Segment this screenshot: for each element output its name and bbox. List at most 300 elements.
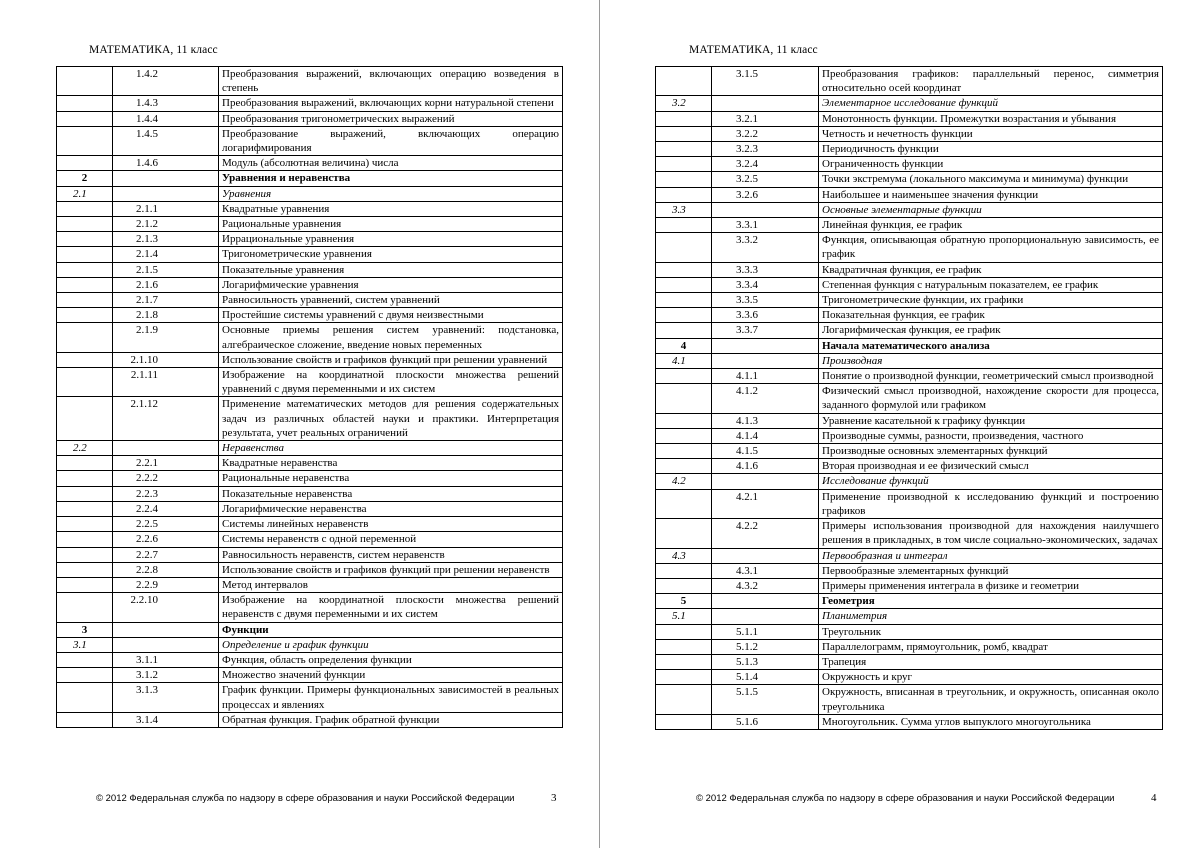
- section-code-cell: [57, 247, 113, 262]
- section-code-cell: [57, 201, 113, 216]
- element-description: Показательные неравенства: [219, 486, 563, 501]
- element-description: Точки экстремума (локального максимума и минимума) функции: [819, 172, 1163, 187]
- subsection-row: [656, 202, 1163, 217]
- element-description: Применение производной к исследованию функций и построению графиков: [819, 489, 1163, 518]
- element-code: 1.4.5: [113, 126, 219, 155]
- element-description: Показательные уравнения: [219, 262, 563, 277]
- section-code: 3: [57, 622, 113, 637]
- section-code-cell: [57, 547, 113, 562]
- table-row: [57, 247, 563, 262]
- element-code-cell: [113, 622, 219, 637]
- codifier-table-body: [656, 67, 1163, 730]
- element-code-cell: [712, 338, 819, 353]
- subsection-row: [656, 474, 1163, 489]
- section-code-cell: [656, 444, 712, 459]
- element-description: Иррациональные уравнения: [219, 232, 563, 247]
- element-description: Квадратные уравнения: [219, 201, 563, 216]
- table-row: [656, 369, 1163, 384]
- section-code: 4: [656, 338, 712, 353]
- section-code-cell: [57, 217, 113, 232]
- element-description: Вторая производная и ее физический смысл: [819, 459, 1163, 474]
- element-code: 3.2.6: [712, 187, 819, 202]
- element-code: 1.4.3: [113, 96, 219, 111]
- element-code-cell: [712, 609, 819, 624]
- element-code: 4.1.2: [712, 384, 819, 413]
- element-description: Системы линейных неравенств: [219, 517, 563, 532]
- table-row: [656, 172, 1163, 187]
- table-row: [57, 308, 563, 323]
- section-row: [57, 622, 563, 637]
- element-description: Элементарное исследование функций: [819, 96, 1163, 111]
- element-description: Функция, область определения функции: [219, 652, 563, 667]
- element-description: Функции: [219, 622, 563, 637]
- element-description: Использование свойств и графиков функций при решении неравенств: [219, 562, 563, 577]
- element-description: Окружность, вписанная в треугольник, и окружность, описанная около треугольника: [819, 685, 1163, 714]
- section-code-cell: [656, 384, 712, 413]
- section-code-cell: [57, 577, 113, 592]
- element-code: 2.2.3: [113, 486, 219, 501]
- right-page: [600, 0, 1200, 848]
- element-description: Преобразования выражений, включающих операцию возведения в степень: [219, 67, 563, 96]
- element-description: Логарифмические неравенства: [219, 501, 563, 516]
- element-description: Обратная функция. График обратной функции: [219, 712, 563, 727]
- element-description: Основные элементарные функции: [819, 202, 1163, 217]
- table-row: [57, 652, 563, 667]
- section-code-cell: [57, 652, 113, 667]
- table-row: [656, 293, 1163, 308]
- element-code: 2.2.9: [113, 577, 219, 592]
- page-number: 4: [1151, 792, 1157, 804]
- section-code-cell: [57, 293, 113, 308]
- element-code: 3.2.5: [712, 172, 819, 187]
- element-description: Системы неравенств с одной переменной: [219, 532, 563, 547]
- element-code: 2.2.7: [113, 547, 219, 562]
- section-code: 2: [57, 171, 113, 186]
- table-row: [57, 352, 563, 367]
- element-code: 3.1.4: [113, 712, 219, 727]
- table-row: [57, 471, 563, 486]
- element-description: Треугольник: [819, 624, 1163, 639]
- subsection-row: [656, 96, 1163, 111]
- section-code-cell: [57, 486, 113, 501]
- table-row: [656, 233, 1163, 262]
- element-description: Ограниченность функции: [819, 157, 1163, 172]
- element-description: Функция, описывающая обратную пропорциональную зависимость, ее график: [819, 233, 1163, 262]
- element-description: Окружность и круг: [819, 670, 1163, 685]
- section-code: 5: [656, 594, 712, 609]
- table-row: [57, 501, 563, 516]
- subsection-code: 2.2: [57, 441, 113, 456]
- table-row: [57, 217, 563, 232]
- table-row: [57, 232, 563, 247]
- section-code-cell: [656, 142, 712, 157]
- table-row: [656, 639, 1163, 654]
- table-row: [656, 444, 1163, 459]
- table-row: [656, 519, 1163, 548]
- element-description: Многоугольник. Сумма углов выпуклого многоугольника: [819, 714, 1163, 729]
- subsection-code: 3.1: [57, 637, 113, 652]
- table-row: [57, 293, 563, 308]
- table-row: [57, 156, 563, 171]
- element-description: Начала математического анализа: [819, 338, 1163, 353]
- section-row: [57, 171, 563, 186]
- element-code: 2.1.3: [113, 232, 219, 247]
- section-code-cell: [656, 67, 712, 96]
- section-code-cell: [57, 501, 113, 516]
- table-row: [656, 262, 1163, 277]
- table-row: [656, 624, 1163, 639]
- table-row: [656, 685, 1163, 714]
- subsection-row: [656, 353, 1163, 368]
- table-row: [57, 397, 563, 441]
- element-code: 1.4.4: [113, 111, 219, 126]
- element-code-cell: [712, 474, 819, 489]
- element-code: 2.1.11: [113, 368, 219, 397]
- subsection-row: [656, 548, 1163, 563]
- table-row: [656, 578, 1163, 593]
- table-row: [57, 67, 563, 96]
- element-code-cell: [113, 186, 219, 201]
- table-row: [57, 547, 563, 562]
- section-code-cell: [57, 111, 113, 126]
- element-code: 3.3.1: [712, 218, 819, 233]
- section-code-cell: [656, 714, 712, 729]
- table-row: [656, 563, 1163, 578]
- element-description: Преобразование выражений, включающих операцию логарифмирования: [219, 126, 563, 155]
- element-code: 2.2.6: [113, 532, 219, 547]
- page-footer: © 2012 Федеральная служба по надзору в сфере образования и науки Российской Федерации: [696, 793, 1115, 804]
- element-code: 4.1.3: [712, 413, 819, 428]
- element-description: Метод интервалов: [219, 577, 563, 592]
- section-code-cell: [57, 308, 113, 323]
- section-code-cell: [57, 96, 113, 111]
- element-description: Первообразная и интеграл: [819, 548, 1163, 563]
- element-code: 2.1.2: [113, 217, 219, 232]
- element-description: Тригонометрические функции, их графики: [819, 293, 1163, 308]
- element-description: Простейшие системы уравнений с двумя неизвестными: [219, 308, 563, 323]
- table-row: [57, 368, 563, 397]
- page-header: МАТЕМАТИКА, 11 класс: [89, 44, 218, 56]
- element-code: 3.2.2: [712, 126, 819, 141]
- element-code: 5.1.6: [712, 714, 819, 729]
- element-code: 5.1.4: [712, 670, 819, 685]
- table-row: [57, 593, 563, 622]
- section-code-cell: [57, 232, 113, 247]
- element-code: 5.1.1: [712, 624, 819, 639]
- element-code: 3.1.1: [113, 652, 219, 667]
- table-row: [656, 142, 1163, 157]
- element-description: Показательная функция, ее график: [819, 308, 1163, 323]
- element-code: 2.1.9: [113, 323, 219, 352]
- element-description: Первообразные элементарных функций: [819, 563, 1163, 578]
- element-description: Преобразования выражений, включающих корни натуральной степени: [219, 96, 563, 111]
- table-row: [656, 187, 1163, 202]
- element-description: Линейная функция, ее график: [819, 218, 1163, 233]
- element-code: 3.2.3: [712, 142, 819, 157]
- table-row: [57, 683, 563, 712]
- element-code: 4.3.2: [712, 578, 819, 593]
- section-code-cell: [656, 413, 712, 428]
- element-code-cell: [113, 441, 219, 456]
- section-code-cell: [57, 277, 113, 292]
- page-header: МАТЕМАТИКА, 11 класс: [689, 44, 818, 56]
- table-row: [57, 126, 563, 155]
- section-code-cell: [656, 157, 712, 172]
- element-description: Равносильность уравнений, систем уравнений: [219, 293, 563, 308]
- table-row: [57, 262, 563, 277]
- table-row: [57, 532, 563, 547]
- section-code-cell: [57, 712, 113, 727]
- element-description: Преобразования тригонометрических выражений: [219, 111, 563, 126]
- subsection-code: 2.1: [57, 186, 113, 201]
- element-code: 4.1.6: [712, 459, 819, 474]
- element-description: Геометрия: [819, 594, 1163, 609]
- table-row: [57, 517, 563, 532]
- element-description: Использование свойств и графиков функций при решении уравнений: [219, 352, 563, 367]
- element-code: 5.1.5: [712, 685, 819, 714]
- element-description: Уравнения: [219, 186, 563, 201]
- element-description: Логарифмическая функция, ее график: [819, 323, 1163, 338]
- element-description: Квадратичная функция, ее график: [819, 262, 1163, 277]
- section-code-cell: [656, 670, 712, 685]
- section-row: [656, 338, 1163, 353]
- element-code-cell: [712, 202, 819, 217]
- element-code-cell: [712, 548, 819, 563]
- codifier-table: [56, 66, 563, 728]
- element-description: Множество значений функции: [219, 668, 563, 683]
- section-code-cell: [57, 126, 113, 155]
- subsection-code: 4.2: [656, 474, 712, 489]
- table-row: [57, 668, 563, 683]
- element-description: Степенная функция с натуральным показателем, ее график: [819, 277, 1163, 292]
- subsection-row: [57, 637, 563, 652]
- element-code: 2.2.1: [113, 456, 219, 471]
- element-code: 2.1.10: [113, 352, 219, 367]
- section-code-cell: [57, 532, 113, 547]
- element-description: Основные приемы решения систем уравнений: подстановка, алгебраическое сложение, введение новых переменных: [219, 323, 563, 352]
- section-code-cell: [57, 368, 113, 397]
- table-row: [57, 277, 563, 292]
- section-code-cell: [57, 456, 113, 471]
- element-description: Изображение на координатной плоскости множества решений уравнений с двумя переменными и их систем: [219, 368, 563, 397]
- element-code: 3.3.2: [712, 233, 819, 262]
- table-row: [57, 577, 563, 592]
- section-code-cell: [57, 67, 113, 96]
- section-code-cell: [57, 683, 113, 712]
- element-code: 2.1.4: [113, 247, 219, 262]
- left-page: [0, 0, 599, 848]
- subsection-code: 3.2: [656, 96, 712, 111]
- page-number: 3: [551, 792, 557, 804]
- element-code: 3.3.7: [712, 323, 819, 338]
- section-code-cell: [57, 352, 113, 367]
- section-code-cell: [656, 218, 712, 233]
- element-description: Исследование функций: [819, 474, 1163, 489]
- section-code-cell: [656, 262, 712, 277]
- element-description: Четность и нечетность функции: [819, 126, 1163, 141]
- element-code: 2.2.2: [113, 471, 219, 486]
- subsection-code: 3.3: [656, 202, 712, 217]
- element-description: Примеры применения интеграла в физике и геометрии: [819, 578, 1163, 593]
- element-code: 1.4.6: [113, 156, 219, 171]
- table-row: [57, 111, 563, 126]
- section-code-cell: [656, 624, 712, 639]
- element-code: 2.2.10: [113, 593, 219, 622]
- element-code: 4.1.5: [712, 444, 819, 459]
- element-description: Модуль (абсолютная величина) числа: [219, 156, 563, 171]
- section-code-cell: [656, 187, 712, 202]
- element-description: Производные суммы, разности, произведения, частного: [819, 428, 1163, 443]
- section-code-cell: [57, 668, 113, 683]
- table-row: [57, 712, 563, 727]
- table-row: [57, 486, 563, 501]
- table-row: [57, 201, 563, 216]
- table-row: [57, 456, 563, 471]
- section-code-cell: [57, 517, 113, 532]
- section-code-cell: [57, 593, 113, 622]
- element-description: Примеры использования производной для нахождения наилучшего решения в прикладных, в том числе социально-экономических, задачах: [819, 519, 1163, 548]
- section-code-cell: [656, 369, 712, 384]
- section-code-cell: [656, 459, 712, 474]
- section-code-cell: [656, 685, 712, 714]
- element-code-cell: [113, 171, 219, 186]
- table-row: [656, 218, 1163, 233]
- element-code: 2.2.8: [113, 562, 219, 577]
- element-code-cell: [712, 353, 819, 368]
- subsection-row: [57, 186, 563, 201]
- element-code: 2.1.7: [113, 293, 219, 308]
- codifier-table: [655, 66, 1163, 730]
- codifier-table-body: [57, 67, 563, 728]
- section-code-cell: [656, 111, 712, 126]
- section-code-cell: [656, 172, 712, 187]
- table-row: [656, 670, 1163, 685]
- table-row: [57, 562, 563, 577]
- element-description: График функции. Примеры функциональных зависимостей в реальных процессах и явлениях: [219, 683, 563, 712]
- table-row: [656, 157, 1163, 172]
- subsection-code: 5.1: [656, 609, 712, 624]
- section-code-cell: [57, 156, 113, 171]
- element-code: 3.3.3: [712, 262, 819, 277]
- element-code: 2.2.4: [113, 501, 219, 516]
- table-row: [656, 67, 1163, 96]
- section-code-cell: [656, 489, 712, 518]
- element-description: Трапеция: [819, 654, 1163, 669]
- element-description: Планиметрия: [819, 609, 1163, 624]
- element-description: Рациональные неравенства: [219, 471, 563, 486]
- element-description: Наибольшее и наименьшее значения функции: [819, 187, 1163, 202]
- element-description: Уравнения и неравенства: [219, 171, 563, 186]
- element-code-cell: [712, 594, 819, 609]
- element-description: Применение математических методов для решения содержательных задач из различных областей науки и практики. Интерпретация результата, учет реальных ограничений: [219, 397, 563, 441]
- element-code: 1.4.2: [113, 67, 219, 96]
- element-code: 2.1.1: [113, 201, 219, 216]
- subsection-row: [656, 609, 1163, 624]
- element-code: 2.1.8: [113, 308, 219, 323]
- table-row: [656, 654, 1163, 669]
- section-code-cell: [656, 578, 712, 593]
- element-code: 3.2.1: [712, 111, 819, 126]
- section-code-cell: [57, 471, 113, 486]
- section-code-cell: [656, 277, 712, 292]
- table-row: [656, 428, 1163, 443]
- element-code: 3.1.2: [113, 668, 219, 683]
- element-description: Изображение на координатной плоскости множества решений неравенств с двумя переменными и их систем: [219, 593, 563, 622]
- section-code-cell: [656, 563, 712, 578]
- element-code: 4.1.4: [712, 428, 819, 443]
- element-code: 5.1.3: [712, 654, 819, 669]
- section-code-cell: [656, 126, 712, 141]
- section-code-cell: [656, 519, 712, 548]
- table-row: [656, 111, 1163, 126]
- section-code-cell: [57, 397, 113, 441]
- element-description: Производная: [819, 353, 1163, 368]
- element-code: 4.1.1: [712, 369, 819, 384]
- element-code: 3.3.6: [712, 308, 819, 323]
- element-code: 4.2.1: [712, 489, 819, 518]
- element-description: Монотонность функции. Промежутки возрастания и убывания: [819, 111, 1163, 126]
- element-description: Рациональные уравнения: [219, 217, 563, 232]
- section-code-cell: [57, 562, 113, 577]
- section-code-cell: [57, 323, 113, 352]
- section-code-cell: [656, 323, 712, 338]
- element-description: Преобразования графиков: параллельный перенос, симметрия относительно осей координат: [819, 67, 1163, 96]
- element-description: Производные основных элементарных функций: [819, 444, 1163, 459]
- element-code: 3.1.3: [113, 683, 219, 712]
- element-code: 3.2.4: [712, 157, 819, 172]
- element-code: 3.3.4: [712, 277, 819, 292]
- element-description: Физический смысл производной, нахождение скорости для процесса, заданного формулой или графиком: [819, 384, 1163, 413]
- section-code-cell: [656, 428, 712, 443]
- element-code-cell: [712, 96, 819, 111]
- element-code: 4.3.1: [712, 563, 819, 578]
- section-row: [656, 594, 1163, 609]
- element-description: Параллелограмм, прямоугольник, ромб, квадрат: [819, 639, 1163, 654]
- section-code-cell: [656, 308, 712, 323]
- element-description: Квадратные неравенства: [219, 456, 563, 471]
- section-code-cell: [656, 293, 712, 308]
- element-code: 3.3.5: [712, 293, 819, 308]
- section-code-cell: [57, 262, 113, 277]
- subsection-row: [57, 441, 563, 456]
- element-code: 5.1.2: [712, 639, 819, 654]
- table-row: [57, 96, 563, 111]
- element-description: Логарифмические уравнения: [219, 277, 563, 292]
- table-row: [656, 126, 1163, 141]
- element-description: Тригонометрические уравнения: [219, 247, 563, 262]
- element-description: Равносильность неравенств, систем неравенств: [219, 547, 563, 562]
- element-description: Периодичность функции: [819, 142, 1163, 157]
- subsection-code: 4.1: [656, 353, 712, 368]
- element-code: 3.1.5: [712, 67, 819, 96]
- table-row: [656, 308, 1163, 323]
- element-code: 2.2.5: [113, 517, 219, 532]
- table-row: [656, 459, 1163, 474]
- element-description: Понятие о производной функции, геометрический смысл производной: [819, 369, 1163, 384]
- element-description: Определение и график функции: [219, 637, 563, 652]
- section-code-cell: [656, 639, 712, 654]
- element-description: Уравнение касательной к графику функции: [819, 413, 1163, 428]
- element-code: 2.1.12: [113, 397, 219, 441]
- element-description: Неравенства: [219, 441, 563, 456]
- element-code: 4.2.2: [712, 519, 819, 548]
- table-row: [656, 489, 1163, 518]
- table-row: [656, 714, 1163, 729]
- section-code-cell: [656, 654, 712, 669]
- element-code-cell: [113, 637, 219, 652]
- page-footer: © 2012 Федеральная служба по надзору в сфере образования и науки Российской Федерации: [96, 793, 515, 804]
- element-code: 2.1.6: [113, 277, 219, 292]
